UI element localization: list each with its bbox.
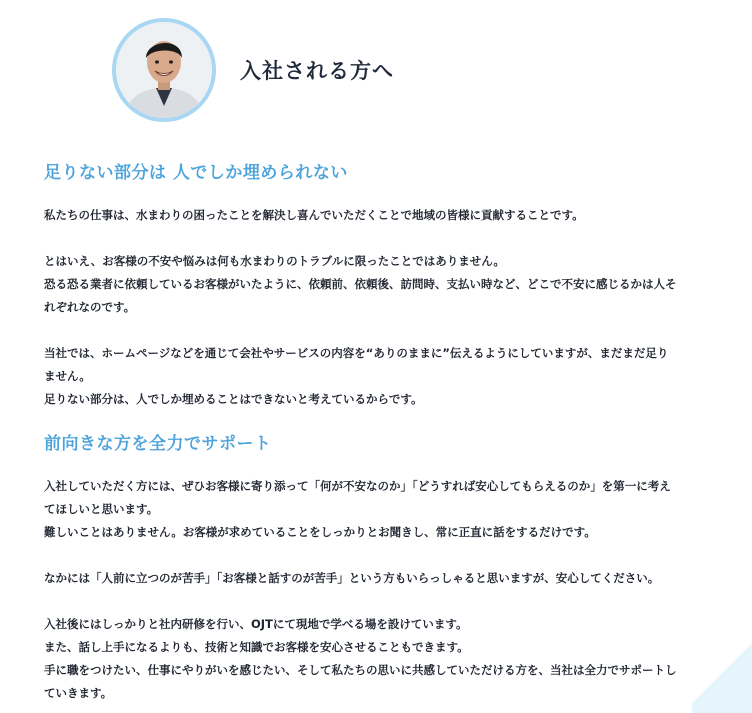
page-title: 入社される方へ: [240, 59, 394, 83]
staff-photo-icon: [116, 22, 212, 118]
paragraph: 手に職をつけたい、仕事にやりがいを感じたい、そして私たちの思いに共感していただける方を、当社は全力でサポートし: [44, 663, 677, 677]
paragraph: なかには「人前に立つのが苦手」「お客様と話すのが苦手」という方もいらっしゃると思いますが、安心してください。: [44, 571, 660, 585]
paragraph: 当社では、ホームページなどを通じて会社やサービスの内容を“ありのままに”伝えるようにしていますが、まだまだ足り: [44, 346, 669, 360]
paragraph: とはいえ、お客様の不安や悩みは何も水まわりのトラブルに限ったことではありません。: [44, 254, 505, 268]
paragraph: 入社後にはしっかりと社内研修を行い、OJTにて現地で学べる場を設けています。: [44, 617, 468, 631]
paragraph: また、話し上手になるよりも、技術と知識でお客様を安心させることもできます。: [44, 640, 469, 654]
section-heading: 足りない部分は 人でしか埋められない: [44, 163, 348, 183]
paragraph: 入社していただく方には、ぜひお客様に寄り添って「何が不安なのか」「どうすれば安心してもらえるのか」を第一に考え: [44, 479, 671, 493]
paragraph: 恐る恐る業者に依頼しているお客様がいたように、依頼前、依頼後、訪問時、支払い時など、どこで不安に感じるかは人そ: [44, 277, 677, 291]
paragraph: れぞれなのです。: [44, 300, 136, 314]
avatar: [112, 18, 216, 122]
section-heading: 前向きな方を全力でサポート: [44, 434, 272, 454]
corner-decoration: [692, 633, 752, 713]
paragraph: 難しいことはありません。お客様が求めていることをしっかりとお聞きし、常に正直に話をするだけです。: [44, 525, 596, 539]
paragraph: ません。: [44, 369, 91, 383]
paragraph: 足りない部分は、人でしか埋めることはできないと考えているからです。: [44, 392, 423, 406]
paragraph: てほしいと思います。: [44, 502, 159, 516]
paragraph: ていきます。: [44, 686, 113, 700]
paragraph: 私たちの仕事は、水まわりの困ったことを解決し喜んでいただくことで地域の皆様に貢献することです。: [44, 208, 584, 222]
page-header: [112, 18, 394, 122]
main-content: [44, 160, 714, 705]
